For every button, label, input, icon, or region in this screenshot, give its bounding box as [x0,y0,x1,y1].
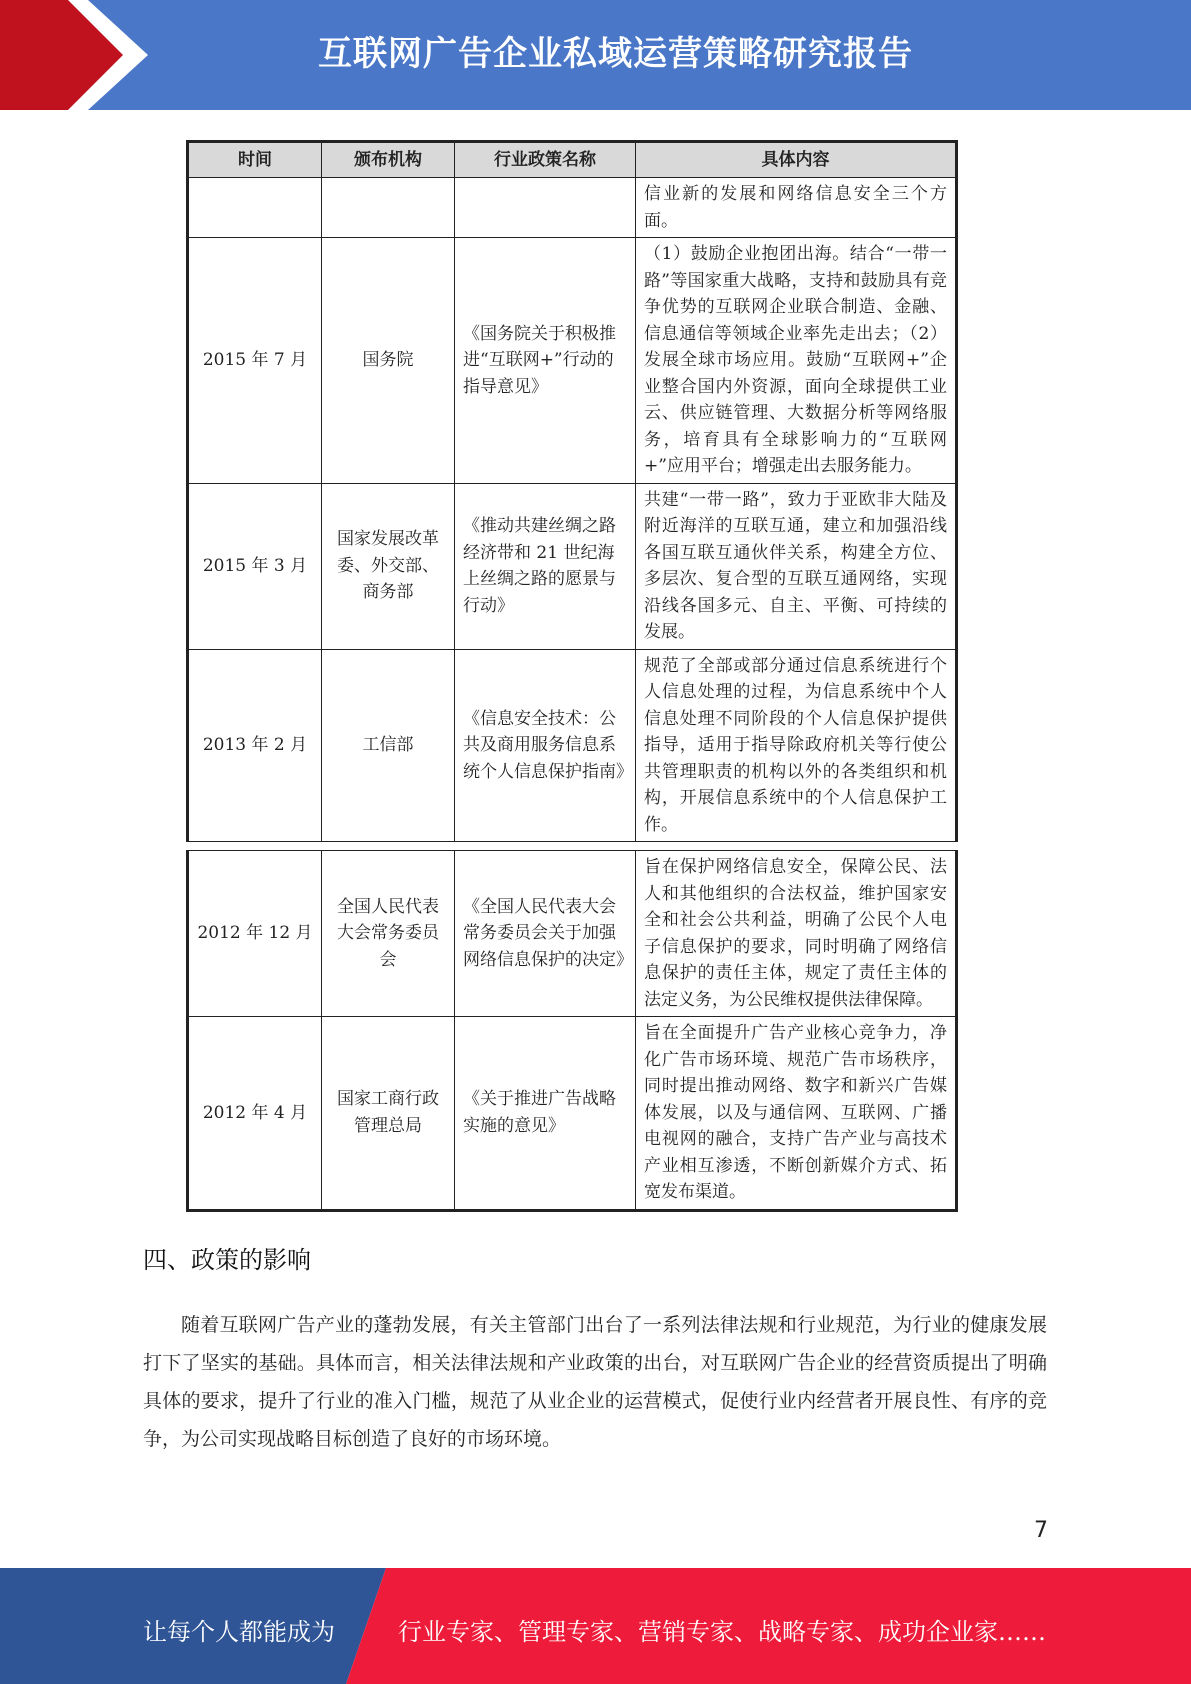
table-row [188,483,957,649]
page-number: 7 [1034,1518,1048,1543]
cell-policy-name: 《关于推进广告战略实施的意见》 [455,1017,636,1211]
section-heading: 四、政策的影响 [143,1246,311,1274]
report-title: 互联网广告企业私域运营策略研究报告 [318,34,913,74]
cell-policy-name [455,178,636,238]
cell-time: 2015 年 7 月 [188,238,322,484]
header-time: 时间 [188,142,322,178]
cell-time: 2012 年 4 月 [188,1017,322,1211]
cell-policy-name: 《信息安全技术：公共及商用服务信息系统个人信息保护指南》 [455,649,636,842]
cell-content: 旨在全面提升广告产业核心竞争力，净化广告市场环境、规范广告市场秩序，同时提出推动网络、数字和新兴广告媒体发展，以及与通信网、互联网、广播电视网的融合，支持广告产业与高技术产业相互渗透，不断创新媒介方式、拓宽发布渠道。 [636,1017,957,1211]
table-header-row [188,142,957,178]
cell-content: 旨在保护网络信息安全，保障公民、法人和其他组织的合法权益，维护国家安全和社会公共利益，明确了公民个人电子信息保护的要求，同时明确了网络信息保护的责任主体，规定了责任主体的法定义务，为公民维权提供法律保障。 [636,851,957,1017]
cell-content: （1）鼓励企业抱团出海。结合“一带一路”等国家重大战略，支持和鼓励具有竞争优势的互联网企业联合制造、金融、信息通信等领域企业率先走出去；（2）发展全球市场应用。鼓励“互联网+”企业整合国内外资源，面向全球提供工业云、供应链管理、大数据分析等网络服务，培育具有全球影响力的“互联网+”应用平台；增强走出去服务能力。 [636,238,957,484]
cell-content: 共建“一带一路”，致力于亚欧非大陆及附近海洋的互联互通，建立和加强沿线各国互联互通伙伴关系，构建全方位、多层次、复合型的互联互通网络，实现沿线各国多元、自主、平衡、可持续的发展。 [636,483,957,649]
policy-table-part-1 [186,140,958,842]
table-row [188,178,957,238]
cell-org: 国务院 [322,238,455,484]
cell-org: 国家发展改革委、外交部、商务部 [322,483,455,649]
cell-time: 2015 年 3 月 [188,483,322,649]
body-paragraph: 随着互联网广告产业的蓬勃发展，有关主管部门出台了一系列法律法规和行业规范，为行业的健康发展打下了坚实的基础。具体而言，相关法律法规和产业政策的出台，对互联网广告企业的经营资质提出了明确具体的要求，提升了行业的准入门槛，规范了从业企业的运营模式，促使行业内经营者开展良性、有序的竞争，为公司实现战略目标创造了良好的市场环境。 [143,1314,1047,1450]
cell-time: 2012 年 12 月 [188,851,322,1017]
cell-content: 规范了全部或部分通过信息系统进行个人信息处理的过程，为信息系统中个人信息处理不同阶段的个人信息保护提供指导，适用于指导除政府机关等行使公共管理职责的机构以外的各类组织和机构，开展信息系统中的个人信息保护工作。 [636,649,957,842]
page-footer [0,1568,1191,1684]
cell-org: 工信部 [322,649,455,842]
cell-content: 信业新的发展和网络信息安全三个方面。 [636,178,957,238]
header-policy-name: 行业政策名称 [455,142,636,178]
footer-slogan-left: 让每个人都能成为 [143,1618,335,1646]
policy-table-part-2 [186,850,958,1212]
header-content: 具体内容 [636,142,957,178]
cell-org: 全国人民代表大会常务委员会 [322,851,455,1017]
table-row [188,649,957,842]
cell-time: 2013 年 2 月 [188,649,322,842]
table-row [188,1017,957,1211]
header-org: 颁布机构 [322,142,455,178]
cell-policy-name: 《推动共建丝绸之路经济带和 21 世纪海上丝绸之路的愿景与行动》 [455,483,636,649]
cell-org: 国家工商行政管理总局 [322,1017,455,1211]
cell-time [188,178,322,238]
footer-slogan-right: 行业专家、管理专家、营销专家、战略专家、成功企业家…… [398,1618,1046,1646]
cell-org [322,178,455,238]
table-row [188,851,957,1017]
cell-policy-name: 《国务院关于积极推进“互联网+”行动的指导意见》 [455,238,636,484]
cell-policy-name: 《全国人民代表大会常务委员会关于加强网络信息保护的决定》 [455,851,636,1017]
table-row [188,238,957,484]
page-header [0,0,1191,110]
